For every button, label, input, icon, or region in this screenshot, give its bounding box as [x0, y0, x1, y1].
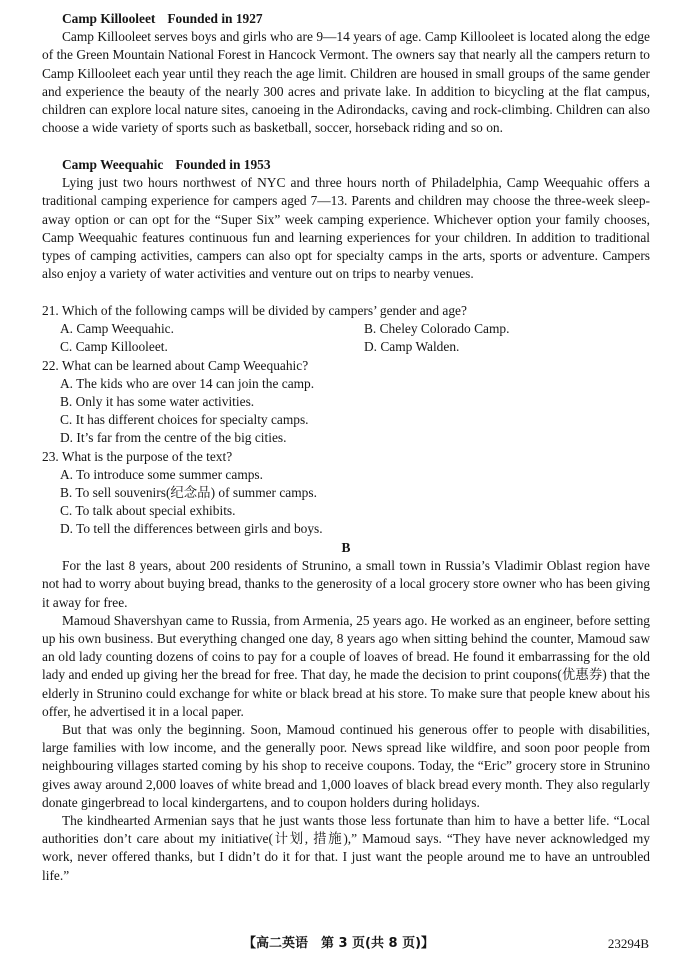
question-stem: 22. What can be learned about Camp Weequahic?: [42, 357, 309, 373]
question-stem: 21. Which of the following camps will be divided by campers’ gender and age?: [42, 303, 467, 318]
camp-killooleet-section: [42, 10, 650, 137]
answer-option: B. Cheley Colorado Camp.: [364, 321, 510, 337]
answer-option: C. To talk about special exhibits.: [60, 503, 236, 519]
passage-b-paragraph: But that was only the beginning. Soon, Mamoud continued his generous offer to people with disabilities, large families with low income, and the generally poor. News spread like wildfire, and soon poor people from neighbouring villages started coming by his shop to receive coupons. Today, the “Eric” grocery store in Strunino gives away around 2,000 loaves of white bread and 1,000 loaves of black bread every month. They also regularly donate gingerbread to local kindergartens, and to coupon holders during holidays.: [42, 722, 650, 810]
answer-option: C. It has different choices for specialty camps.: [60, 412, 309, 428]
footer-page-label: 【高二英语 第 3 页(共 8 页)】: [242, 936, 435, 951]
passage-b-section: [42, 539, 650, 885]
passage-b-paragraph: The kindhearted Armenian says that he just wants those less fortunate than him to have a better life. “Local authorities don’t care about my initiative(计划, 措施),” Mamoud says. “They have never acknowledged my work, never offered thanks, but I didn’t do it for that. I just want the people around me to have an untroubled life.”: [42, 813, 650, 883]
answer-option: A. Camp Weequahic.: [60, 321, 174, 337]
question-22: [42, 357, 650, 448]
footer-exam-code: 23294B: [607, 936, 649, 951]
answer-option: D. To tell the differences between girls and boys.: [60, 521, 323, 537]
answer-option: D. It’s far from the centre of the big cities.: [60, 430, 287, 446]
question-21: [42, 302, 650, 357]
answer-option: A. The kids who are over 14 can join the camp.: [60, 375, 315, 391]
camp-weequahic-text: Lying just two hours northwest of NYC and three hours north of Philadelphia, Camp Weequahic offers a traditional camping experience for campers aged 7—13. Parents and children may choose the three-week sleep-away option or can opt for the “Super Six” week camping experience. Whichever option your family chooses, Camp Weequahic features continuous fun and learning experiences for your children. In addition to traditional types of camping activities, campers can also opt for specialty camps in the arts, sports or adventure. Campers also enjoy a variety of water activities and venture out on trips to nearby venues.: [42, 175, 650, 282]
answer-option: A. To introduce some summer camps.: [60, 466, 263, 482]
answer-option: B. To sell souvenirs(纪念品) of summer camps.: [60, 485, 317, 501]
answer-option: C. Camp Killooleet.: [60, 339, 168, 355]
answer-option: D. Camp Walden.: [364, 339, 460, 355]
question-23: [42, 448, 650, 539]
camp-weequahic-name: Camp Weequahic: [62, 157, 164, 172]
section-b-label: B: [341, 540, 351, 555]
camp-killooleet-heading: [42, 10, 650, 28]
camp-weequahic-founded: Founded in 1953: [175, 157, 271, 172]
camp-weequahic-section: [42, 156, 650, 283]
camp-weequahic-heading: [42, 156, 650, 174]
answer-option: B. Only it has some water activities.: [60, 394, 255, 410]
passage-b-paragraph: Mamoud Shavershyan came to Russia, from Armenia, 25 years ago. He worked as an engineer, before setting up his own business. But everything changed one day, 8 years ago when sitting behind the counter, Mamoud saw an old lady counting dozens of coins to pay for a couple of loaves of bread. He found it embarrassing for the old lady and ended up giving her the bread for free. That day, he made the decision to print coupons(优惠券) that the elderly in Strunino could exchange for white or black bread at his store. To make sure that people knew about his offer, he advertised it in a local paper.: [42, 612, 650, 719]
camp-killooleet-name: Camp Killooleet: [62, 11, 156, 26]
passage-b-paragraph: For the last 8 years, about 200 residents of Strunino, a small town in Russia’s Vladimir Oblast region have not had to worry about buying bread, thanks to the generosity of a local grocery store owner who has been giving it away for free.: [42, 558, 650, 610]
page-footer: [0, 935, 677, 955]
question-stem: 23. What is the purpose of the text?: [42, 448, 233, 464]
camp-killooleet-founded: Founded in 1927: [167, 11, 263, 26]
questions-section: [42, 302, 650, 539]
camp-killooleet-text: Camp Killooleet serves boys and girls who are 9—14 years of age. Camp Killooleet is located along the edge of the Green Mountain National Forest in Hancock Vermont. The owners say that nearly all the campers return to Camp Killooleet each year until they reach the age limit. Children are housed in small groups of the same gender and experience the beauty of the nearly 300 acres and private lake. In addition to bicycling at the flat campus, children can explore local nature sites, canoeing in the Adirondacks, caving and rock-climbing. Children can also choose a wide variety of sports such as basketball, soccer, horseback riding and so on.: [42, 29, 650, 136]
